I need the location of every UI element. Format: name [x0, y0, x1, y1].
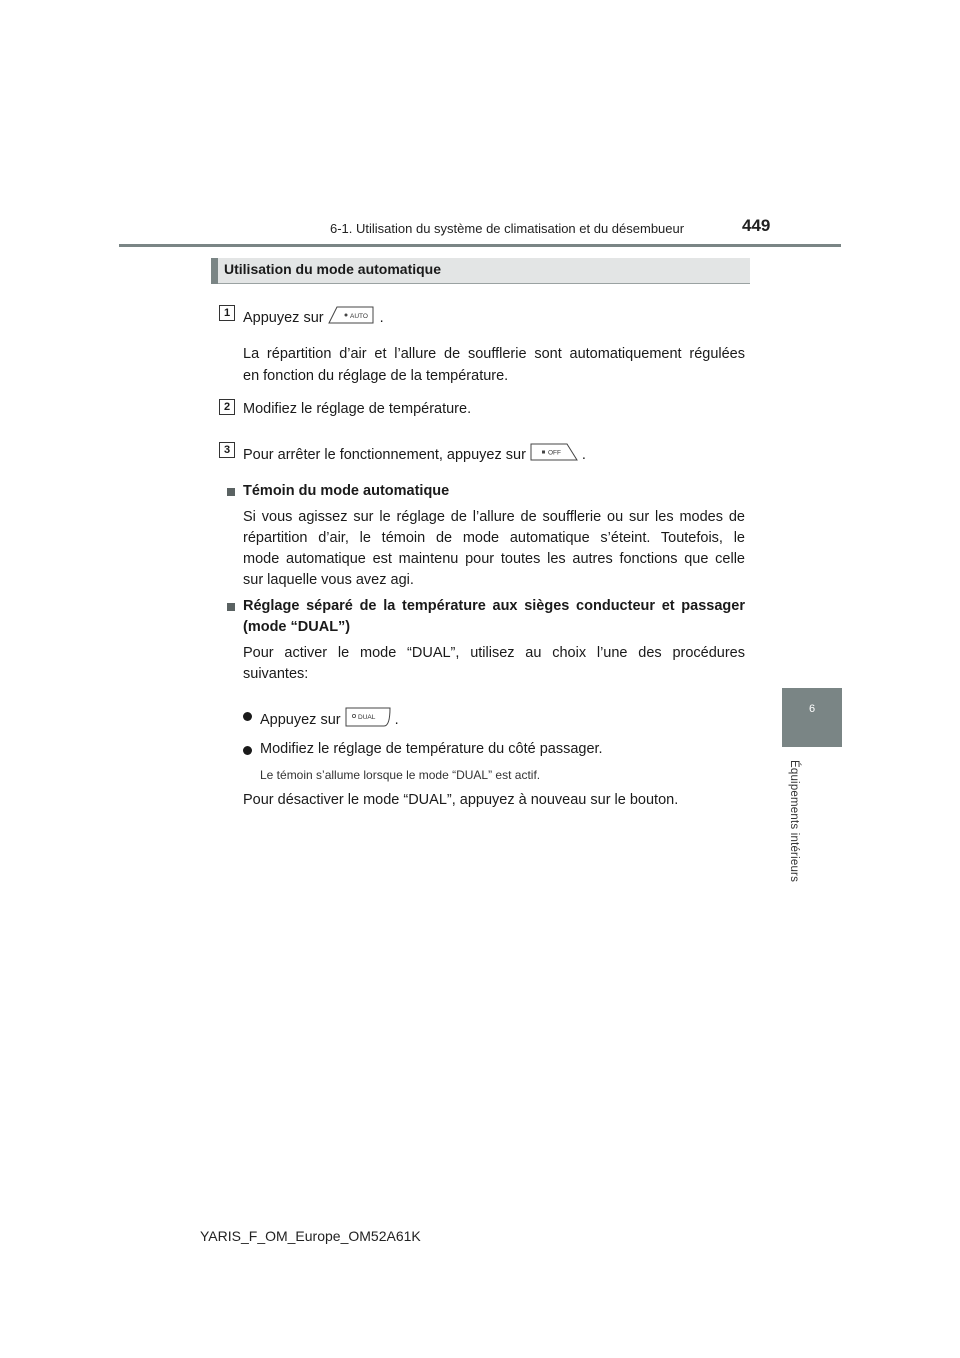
step-1-detail-line-1: La répartition d’air et l’allure de soufflerie sont automatiquement régulées	[243, 346, 745, 362]
chapter-number: 6	[808, 703, 816, 715]
dual-option-1-bullet	[243, 712, 252, 721]
step-3-instruction	[243, 441, 586, 471]
note-bullet-auto	[227, 488, 235, 496]
step-3-number: 3	[219, 442, 235, 458]
dual-option-2-text: Modifiez le réglage de température du côté passager.	[260, 741, 603, 757]
section-heading-accent	[211, 258, 218, 284]
header-divider	[119, 244, 841, 247]
note-dual-title-line-2: (mode “DUAL”)	[243, 619, 351, 635]
note-dual-title-line-1: Réglage séparé de la température aux sièges conducteur et passager	[243, 598, 745, 614]
dual-button-label: DUAL	[357, 714, 375, 721]
step-2-number: 2	[219, 399, 235, 415]
auto-button-icon	[327, 304, 377, 334]
step-2-text: Modifiez le réglage de température.	[243, 401, 472, 417]
dual-option-1	[260, 705, 399, 737]
note-auto-title: Témoin du mode automatique	[243, 483, 450, 499]
step-1-detail-line-2: en fonction du réglage de la température.	[243, 368, 509, 384]
step-3-text: Pour arrêter le fonctionnement, appuyez sur	[243, 447, 526, 463]
note-auto-line-4: sur laquelle vous avez agi.	[243, 572, 414, 588]
step-1-text: Appuyez sur	[243, 310, 324, 326]
off-button-label: OFF	[547, 449, 561, 457]
footer-document-code: YARIS_F_OM_Europe_OM52A61K	[200, 1228, 421, 1244]
step-1-text-end: .	[379, 310, 384, 326]
note-auto-line-1: Si vous agissez sur le réglage de l’allure de soufflerie ou sur les modes de	[243, 509, 745, 525]
note-dual-intro-line-2: suivantes:	[243, 666, 309, 682]
section-title: Utilisation du mode automatique	[224, 261, 442, 277]
dual-option-1-text: Appuyez sur	[260, 712, 341, 728]
chapter-tab	[782, 688, 842, 747]
chapter-label: Équipements intérieurs	[788, 760, 800, 883]
dual-button-icon	[344, 705, 392, 737]
dual-deactivate-text: Pour désactiver le mode “DUAL”, appuyez à nouveau sur le bouton.	[243, 792, 679, 808]
note-auto-line-2: répartition d’air, le témoin de mode automatique s’éteint. Toutefois, le	[243, 530, 745, 546]
auto-button-label: AUTO	[349, 313, 368, 320]
step-3-text-end: .	[581, 447, 586, 463]
header-title: 6-1. Utilisation du système de climatisation et du désembueur	[330, 221, 685, 236]
dual-small-note: Le témoin s’allume lorsque le mode “DUAL” est actif.	[260, 768, 541, 782]
note-bullet-dual	[227, 603, 235, 611]
dual-option-2-bullet	[243, 746, 252, 755]
note-auto-line-3: mode automatique est maintenu pour toutes les autres fonctions que celle	[243, 551, 745, 567]
dual-option-1-text-end: .	[394, 712, 399, 728]
page-number: 449	[742, 216, 771, 235]
note-dual-intro-line-1: Pour activer le mode “DUAL”, utilisez au choix l’une des procédures	[243, 645, 745, 661]
off-button-icon	[529, 441, 579, 471]
step-1-number: 1	[219, 305, 235, 321]
step-1-instruction	[243, 304, 384, 334]
